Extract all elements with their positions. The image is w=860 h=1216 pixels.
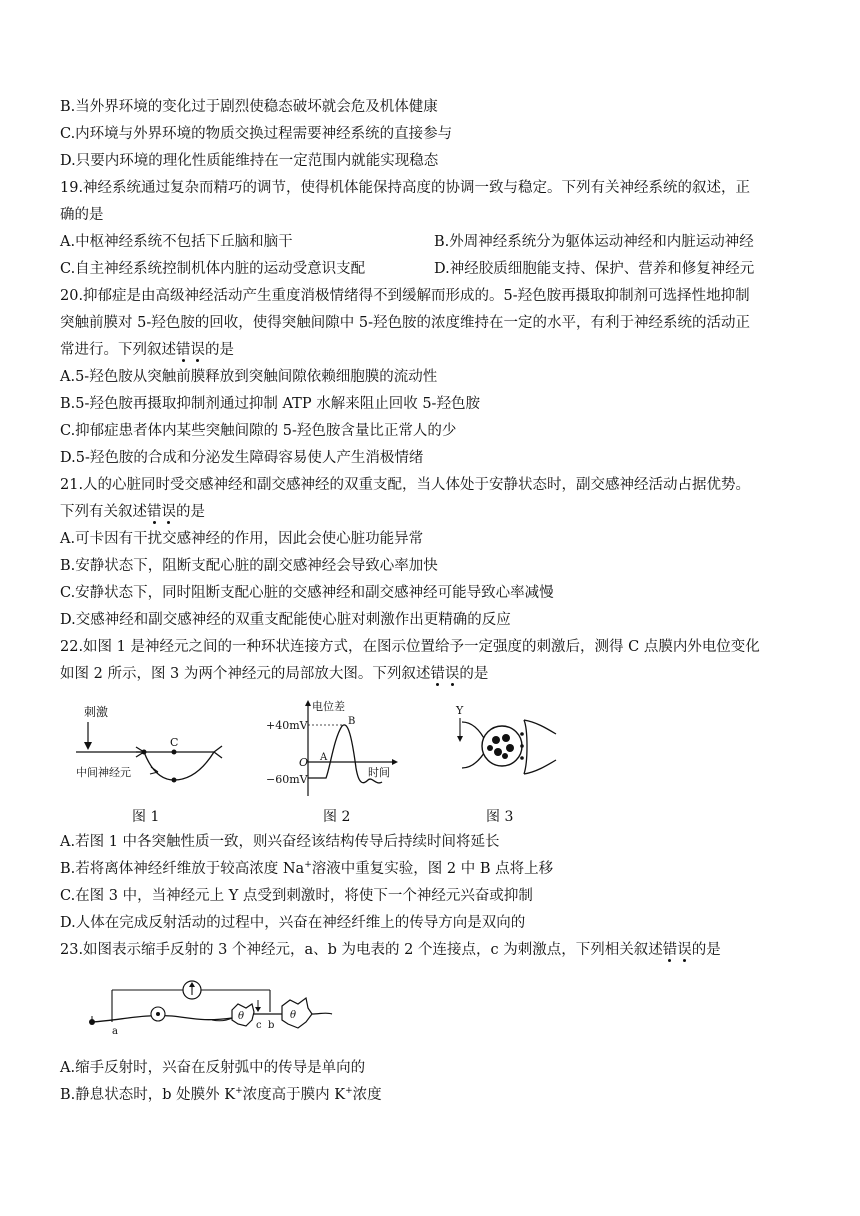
q20-option-c: C.抑郁症患者体内某些突触间隙的 5-羟色胺含量比正常人的少 — [60, 423, 457, 439]
q21-option-d: D.交感神经和副交感神经的双重支配能使心脏对刺激作出更精确的反应 — [60, 612, 511, 628]
q23-option-a: A.缩手反射时，兴奋在反射弧中的传导是单向的 — [60, 1060, 366, 1076]
emphasis-char: 误 — [161, 504, 176, 520]
emphasis-char: 误 — [444, 666, 460, 682]
fig3-point-y: Y — [456, 704, 464, 717]
q19-stem-line2: 确的是 — [60, 207, 104, 223]
emphasis-char: 错 — [176, 342, 191, 358]
fig4-point-b: b — [268, 1020, 275, 1031]
fig1-stimulus-label: 刺激 — [84, 705, 109, 719]
fig4-nucleus: θ — [290, 1010, 297, 1021]
emphasis-char: 误 — [677, 942, 692, 958]
q22-option-a: A.若图 1 中各突触性质一致，则兴奋经该结构传导后持续时间将延长 — [60, 834, 500, 850]
fig2-tick-top: +40mV — [266, 719, 308, 732]
q20-stem-line1: 20.抑郁症是由高级神经活动产生重度消极情绪得不到缓解而形成的。5-羟色胺再摄取抑制剂可选择性地抑制 — [60, 288, 750, 304]
q19-option-d: D.神经胶质细胞能支持、保护、营养和修复神经元 — [434, 261, 755, 277]
emphasis-char: 错 — [430, 666, 445, 682]
q23-stem: 23.如图表示缩手反射的 3 个神经元，a、b 为电表的 2 个连接点，c 为刺激点，下列相关叙述错误的是 — [60, 942, 721, 958]
fig2-point-a: A — [320, 752, 328, 763]
fig2-xlabel: 时间 — [368, 766, 390, 779]
figure-reflex-arc — [82, 970, 342, 1040]
q19-option-b: B.外周神经系统分为躯体运动神经和内脏运动神经 — [434, 234, 754, 250]
figure-2-potential-graph — [264, 698, 404, 798]
q22-option-c: C.在图 3 中，当神经元上 Y 点受到刺激时，将使下一个神经元兴奋或抑制 — [60, 888, 533, 904]
q18-option-d: D.只要内环境的理化性质能维持在一定范围内就能实现稳态 — [60, 153, 439, 169]
fig1-point-c: C — [170, 736, 179, 749]
emphasis-char: 误 — [190, 342, 205, 358]
fig1-interneuron-label: 中间神经元 — [76, 766, 131, 779]
q21-option-b: B.安静状态下，阻断支配心脏的副交感神经会导致心率加快 — [60, 558, 438, 574]
q18-option-b: B.当外界环境的变化过于剧烈使稳态破坏就会危及机体健康 — [60, 99, 438, 115]
q22-stem-line2: 如图 2 所示，图 3 为两个神经元的局部放大图。下列叙述错误的是 — [60, 666, 489, 682]
fig2-origin: O — [299, 756, 309, 769]
fig2-ylabel: 电位差 — [312, 700, 345, 713]
figure-1-ring-circuit — [76, 700, 226, 795]
emphasis-char: 错 — [147, 504, 162, 520]
q22-stem-line1: 22.如图 1 是神经元之间的一种环状连接方式，在图示位置给予一定强度的刺激后，测得 C 点膜内外电位变化 — [60, 639, 760, 655]
q19-stem-line1: 19.神经系统通过复杂而精巧的调节，使得机体能保持高度的协调一致与稳定。下列有关神经系统的叙述，正 — [60, 180, 751, 196]
figure-3-synapse — [450, 700, 560, 795]
q21-stem-line2: 下列有关叙述错误的是 — [60, 504, 205, 520]
figure-2-caption: 图 2 — [323, 809, 351, 825]
emphasis-char: 错 — [662, 942, 678, 958]
q21-stem-line1: 21.人的心脏同时受交感神经和副交感神经的双重支配，当人体处于安静状态时，副交感神经活动占据优势。 — [60, 477, 751, 493]
q18-option-c: C.内环境与外界环境的物质交换过程需要神经系统的直接参与 — [60, 126, 453, 142]
q20-option-b: B.5-羟色胺再摄取抑制剂通过抑制 ATP 水解来阻止回收 5-羟色胺 — [60, 396, 480, 412]
q19-option-c: C.自主神经系统控制机体内脏的运动受意识支配 — [60, 261, 366, 277]
q20-option-a: A.5-羟色胺从突触前膜释放到突触间隙依赖细胞膜的流动性 — [60, 369, 438, 385]
q20-option-d: D.5-羟色胺的合成和分泌发生障碍容易使人产生消极情绪 — [60, 450, 424, 466]
figure-1-caption: 图 1 — [132, 809, 160, 825]
fig4-nucleus: θ — [238, 1011, 245, 1022]
q19-option-a: A.中枢神经系统不包括下丘脑和脑干 — [60, 234, 293, 250]
q22-option-d: D.人体在完成反射活动的过程中，兴奋在神经纤维上的传导方向是双向的 — [60, 915, 526, 931]
fig2-point-b: B — [348, 716, 356, 727]
fig4-point-c: c — [256, 1020, 262, 1031]
q20-stem-line3: 常进行。下列叙述错误的是 — [60, 342, 234, 358]
q22-option-b: B.若将离体神经纤维放于较高浓度 Na+溶液中重复实验，图 2 中 B 点将上移 — [60, 860, 554, 877]
q23-option-b: B.静息状态时，b 处膜外 K+浓度高于膜内 K+浓度 — [60, 1086, 382, 1103]
q20-stem-line2: 突触前膜对 5-羟色胺的回收，使得突触间隙中 5-羟色胺的浓度维持在一定的水平，有利于神经系统的活动正 — [60, 315, 750, 331]
q21-option-a: A.可卡因有干扰交感神经的作用，因此会使心脏功能异常 — [60, 531, 424, 547]
fig4-point-a: a — [112, 1026, 118, 1037]
fig2-tick-bottom: −60mV — [266, 773, 308, 786]
q21-option-c: C.安静状态下，同时阻断支配心脏的交感神经和副交感神经可能导致心率减慢 — [60, 585, 554, 601]
figure-3-caption: 图 3 — [486, 809, 514, 825]
